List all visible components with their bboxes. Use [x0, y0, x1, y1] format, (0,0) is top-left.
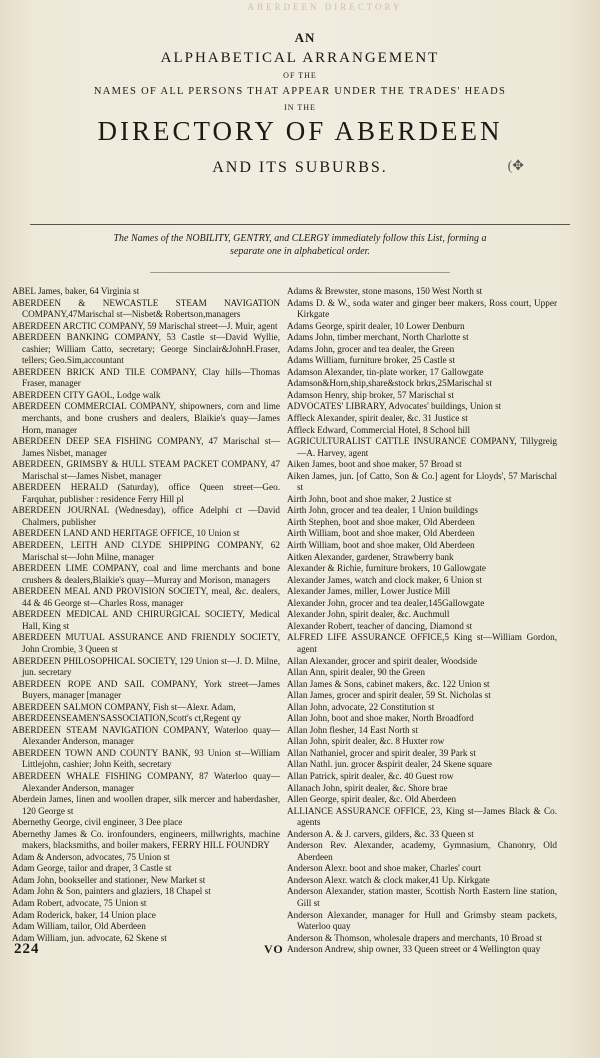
directory-entry: ABERDEEN, LEITH AND CLYDE SHIPPING COMPANY, 62 Marischal st—John Milne, manager	[12, 540, 280, 562]
title-names-line: NAMES OF ALL PERSONS THAT APPEAR UNDER THE TRADES' HEADS	[93, 86, 507, 97]
directory-entry: Aiken James, boot and shoe maker, 57 Broad st	[287, 459, 462, 470]
directory-entry: Allan Nathaniel, grocer and spirit dealer, 39 Park st	[287, 747, 476, 758]
directory-entry: ABERDEEN BRICK AND TILE COMPANY, Clay hills—Thomas Fraser, manager	[12, 366, 280, 389]
directory-entry: AGRICULTURALIST CATTLE INSURANCE COMPANY, Tillygreig—A. Harvey, agent	[287, 436, 557, 458]
directory-entry: Anderson Alexr. watch & clock maker,41 Up. Kirkgate	[287, 874, 490, 885]
subtitle-line-2: separate one in alphabetical order.	[230, 246, 370, 257]
page-title: DIRECTORY OF ABERDEEN	[97, 116, 503, 146]
title-alphabetical-arrangement: ALPHABETICAL ARRANGEMENT	[160, 50, 440, 66]
directory-entry: Anderson Andrew, ship owner, 33 Queen street or 4 Wellington quay	[287, 944, 541, 955]
bleed-through-text: ABERDEEN DIRECTORY	[247, 2, 403, 12]
directory-entry: Adams William, furniture broker, 25 Castle st	[287, 355, 456, 366]
directory-entry: Alexander & Richie, furniture brokers, 10 Gallowgate	[287, 563, 486, 574]
title-an: AN	[294, 30, 316, 45]
directory-entry: Adams John, timber merchant, North Charlotte st	[287, 332, 469, 343]
directory-entry: Alexander John, grocer and tea dealer,145Gallowgate	[287, 597, 485, 608]
directory-entry: Alexander John, spirit dealer, &c. Auchmull	[287, 609, 450, 620]
directory-entry: Airth William, boot and shoe maker, Old Aberdeen	[287, 540, 475, 551]
right-column	[287, 286, 557, 956]
directory-entry: ABERDEEN ARCTIC COMPANY, 59 Marischal street—J. Muir, agent	[12, 320, 278, 331]
directory-entry: Adam John & Son, painters and glaziers, 18 Chapel st	[12, 886, 211, 897]
directory-entry: ABERDEEN HERALD (Saturday), office Queen street—Geo. Farquhar, publisher : residence Ferry Hill pl	[12, 482, 280, 504]
directory-entry: ABERDEEN MEDICAL AND CHIRURGICAL SOCIETY, Medical Hall, King st	[12, 609, 280, 631]
directory-entry: Allan Patrick, spirit dealer, &c. 40 Guest row	[287, 770, 454, 781]
directory-entry: Affleck Alexander, spirit dealer, &c. 31 Justice st	[287, 413, 468, 424]
directory-entry: Anderson Rev. Alexander, academy, Gymnasium, Chanonry, Old Aberdeen	[287, 840, 557, 862]
directory-entry: ABERDEEN COMMERCIAL COMPANY, shipowners, corn and lime merchants, and bone crushers and dealers, Blaikie's quay—James Horn, manager	[12, 401, 280, 435]
title-in-the: IN THE	[284, 103, 316, 112]
directory-entry: Adam William, tailor, Old Aberdeen	[12, 921, 146, 932]
signature-mark: VO	[264, 942, 284, 956]
subtitle-line-1: The Names of the NOBILITY, GENTRY, and CLERGY immediately follow this List, forming a	[113, 233, 487, 244]
directory-entry: Aitken Alexander, gardener, Strawberry bank	[287, 551, 454, 562]
directory-entry: ABERDEEN STEAM NAVIGATION COMPANY, Waterloo quay—Alexander Anderson, manager	[12, 724, 280, 747]
directory-entry: ABERDEEN LAND AND HERITAGE OFFICE, 10 Union st	[12, 528, 240, 539]
directory-entry: ABERDEEN ROPE AND SAIL COMPANY, York street—James Buyers, manager [manager	[12, 678, 280, 701]
directory-entry: ABERDEEN & NEWCASTLE STEAM NAVIGATION COMPANY,47Marischal st—Nisbet& Robertson,managers	[12, 297, 280, 320]
title-of-the: OF THE	[283, 71, 317, 80]
directory-entry: Adam George, tailor and draper, 3 Castle st	[12, 863, 172, 874]
left-column	[12, 286, 280, 944]
directory-entry: Allan John, spirit dealer, &c. 8 Huxter row	[287, 736, 445, 747]
title-suburbs: AND ITS SUBURBS.	[212, 159, 388, 176]
directory-entry: ABERDEEN, GRIMSBY & HULL STEAM PACKET COMPANY, 47 Marischal st—James Nisbet, manager	[12, 459, 280, 481]
title-block	[30, 30, 570, 177]
directory-entry: Adams John, grocer and tea dealer, the Green	[287, 343, 455, 354]
directory-entry: Affleck Edward, Commercial Hotel, 8 School hill	[287, 424, 471, 435]
directory-entry: ABERDEENSEAMEN'SASSOCIATION,Scott's ct,Regent qy	[12, 713, 241, 724]
directory-entry: Alexander Robert, teacher of dancing, Diamond st	[287, 620, 473, 631]
directory-entry: Adam William, jun. advocate, 62 Skene st	[12, 932, 167, 943]
subtitle-note	[30, 232, 570, 258]
ornament-icon: (✥	[507, 159, 524, 174]
top-divider	[30, 224, 570, 225]
directory-entry: Airth William, boot and shoe maker, Old Aberdeen	[287, 528, 475, 539]
directory-entry: Adams D. & W., soda water and ginger beer makers, Ross court, Upper Kirkgate	[287, 297, 557, 320]
directory-entry: ABERDEEN CITY GAOL, Lodge walk	[12, 389, 161, 400]
directory-entry: ABERDEEN MUTUAL ASSURANCE AND FRIENDLY SOCIETY, John Crombie, 3 Queen st	[12, 632, 280, 654]
directory-entry: Abernethy George, civil engineer, 3 Dee place	[12, 817, 183, 828]
directory-entry: ABERDEEN SALMON COMPANY, Fish st—Alexr. Adam,	[12, 701, 236, 712]
directory-entry: Airth John, grocer and tea dealer, 1 Union buildings	[287, 505, 478, 516]
page-number: 224	[14, 941, 40, 957]
directory-entry: ABERDEEN TOWN AND COUNTY BANK, 93 Union st—William Littlejohn, cashier; John Keith, secretary	[12, 747, 280, 770]
directory-entry: Allan John, boot and shoe maker, North Broadford	[287, 713, 474, 724]
directory-entry: ABERDEEN BANKING COMPANY, 53 Castle st—David Wyllie, cashier; William Catto, secretary; George Sinclair&JohnH.Fraser, tellers; Geo.Sim,accountant	[12, 332, 280, 366]
directory-entry: Anderson Alexr. boot and shoe maker, Charles' court	[287, 863, 481, 874]
directory-entry: ABERDEEN PHILOSOPHICAL SOCIETY, 129 Union st—J. D. Milne, jun. secretary	[12, 655, 280, 678]
directory-entry: ABERDEEN MEAL AND PROVISION SOCIETY, meal, &c. dealers, 44 & 46 George st—Charles Ross, manager	[12, 586, 280, 608]
directory-entry: Anderson & Thomson, wholesale drapers and merchants, 10 Broad st	[287, 932, 543, 943]
directory-entry: Adam Robert, advocate, 75 Union st	[12, 897, 147, 908]
directory-entry: Aiken James, jun. [of Catto, Son & Co.] agent for Lloyds', 57 Marischal st	[287, 470, 557, 493]
directory-entry: Allan James, grocer and spirit dealer, 59 St. Nicholas st	[287, 690, 491, 701]
directory-entry: Abernethy James & Co. ironfounders, engineers, millwrights, machine makers, blacksmiths, and boiler makers, FERRY HILL FOUNDRY	[12, 828, 280, 851]
directory-entry: Adamson Henry, ship broker, 57 Marischal st	[287, 389, 454, 400]
directory-entry: Adam & Anderson, advocates, 75 Union st	[12, 851, 170, 862]
directory-entry: Allan Ann, spirit dealer, 90 the Green	[287, 667, 425, 678]
directory-entry: Adamson Alexander, tin-plate worker, 17 Gallowgate	[287, 366, 484, 377]
directory-entry: Airth John, boot and shoe maker, 2 Justice st	[287, 493, 452, 504]
directory-entry: Adamson&Horn,ship,share&stock brkrs,25Marischal st	[287, 378, 492, 389]
directory-entry: Adam John, bookseller and stationer, New Market st	[12, 874, 206, 885]
directory-entry: ABERDEEN LIME COMPANY, coal and lime merchants and bone crushers & dealers,Blaikie's quay—Murray and Morison, managers	[12, 563, 280, 585]
directory-entry: Allan James & Sons, cabinet makers, &c. 122 Union st	[287, 678, 490, 689]
directory-entry: ABERDEEN WHALE FISHING COMPANY, 87 Waterloo quay—Alexander Anderson, manager	[12, 770, 280, 793]
directory-entry: Airth Stephen, boot and shoe maker, Old Aberdeen	[287, 516, 475, 527]
directory-entry: ALFRED LIFE ASSURANCE OFFICE,5 King st—William Gordon, agent	[287, 632, 557, 654]
directory-entry: Alexander James, miller, Lower Justice Mill	[287, 586, 451, 597]
directory-entry: Adam Roderick, baker, 14 Union place	[12, 909, 156, 920]
directory-entry: ABEL James, baker, 64 Virginia st	[12, 286, 140, 296]
directory-entry: Alexander James, watch and clock maker, 6 Union st	[287, 574, 483, 585]
directory-entry: ALLIANCE ASSURANCE OFFICE, 23, King st—James Black & Co. agents	[287, 805, 557, 828]
directory-entry: Anderson Alexander, station master, Scottish North Eastern line station, Gill st	[287, 886, 557, 908]
directory-entry: Adams & Brewster, stone masons, 150 West North st	[287, 286, 483, 296]
directory-entry: Adams George, spirit dealer, 10 Lower Denburn	[287, 320, 465, 331]
directory-entry: ABERDEEN JOURNAL (Wednesday), office Adelphi ct —David Chalmers, publisher	[12, 505, 280, 527]
directory-entry: ABERDEEN DEEP SEA FISHING COMPANY, 47 Marischal st—James Nisbet, manager	[12, 436, 280, 458]
directory-entry: Allan John, advocate, 22 Constitution st	[287, 701, 435, 712]
directory-entry: Allan Nathl. jun. grocer &spirit dealer, 24 Skene square	[287, 759, 493, 770]
directory-entry: ADVOCATES' LIBRARY, Advocates' buildings, Union st	[287, 401, 502, 412]
directory-entry: Aberdein James, linen and woollen draper, silk mercer and haberdasher, 120 George st	[12, 794, 280, 816]
directory-entry: Allanach John, spirit dealer, &c. Shore brae	[287, 782, 448, 793]
directory-entry: Allan Alexander, grocer and spirit dealer, Woodside	[287, 655, 478, 666]
directory-entry: Anderson Alexander, manager for Hull and Grimsby steam packets, Waterloo quay	[287, 909, 557, 932]
directory-entry: Allen George, spirit dealer, &c. Old Aberdeen	[287, 794, 457, 805]
directory-entry: Anderson A. & J. carvers, gilders, &c. 33 Queen st	[287, 828, 474, 839]
directory-entry: Allan John flesher, 14 East North st	[287, 724, 419, 735]
short-divider	[150, 272, 450, 273]
